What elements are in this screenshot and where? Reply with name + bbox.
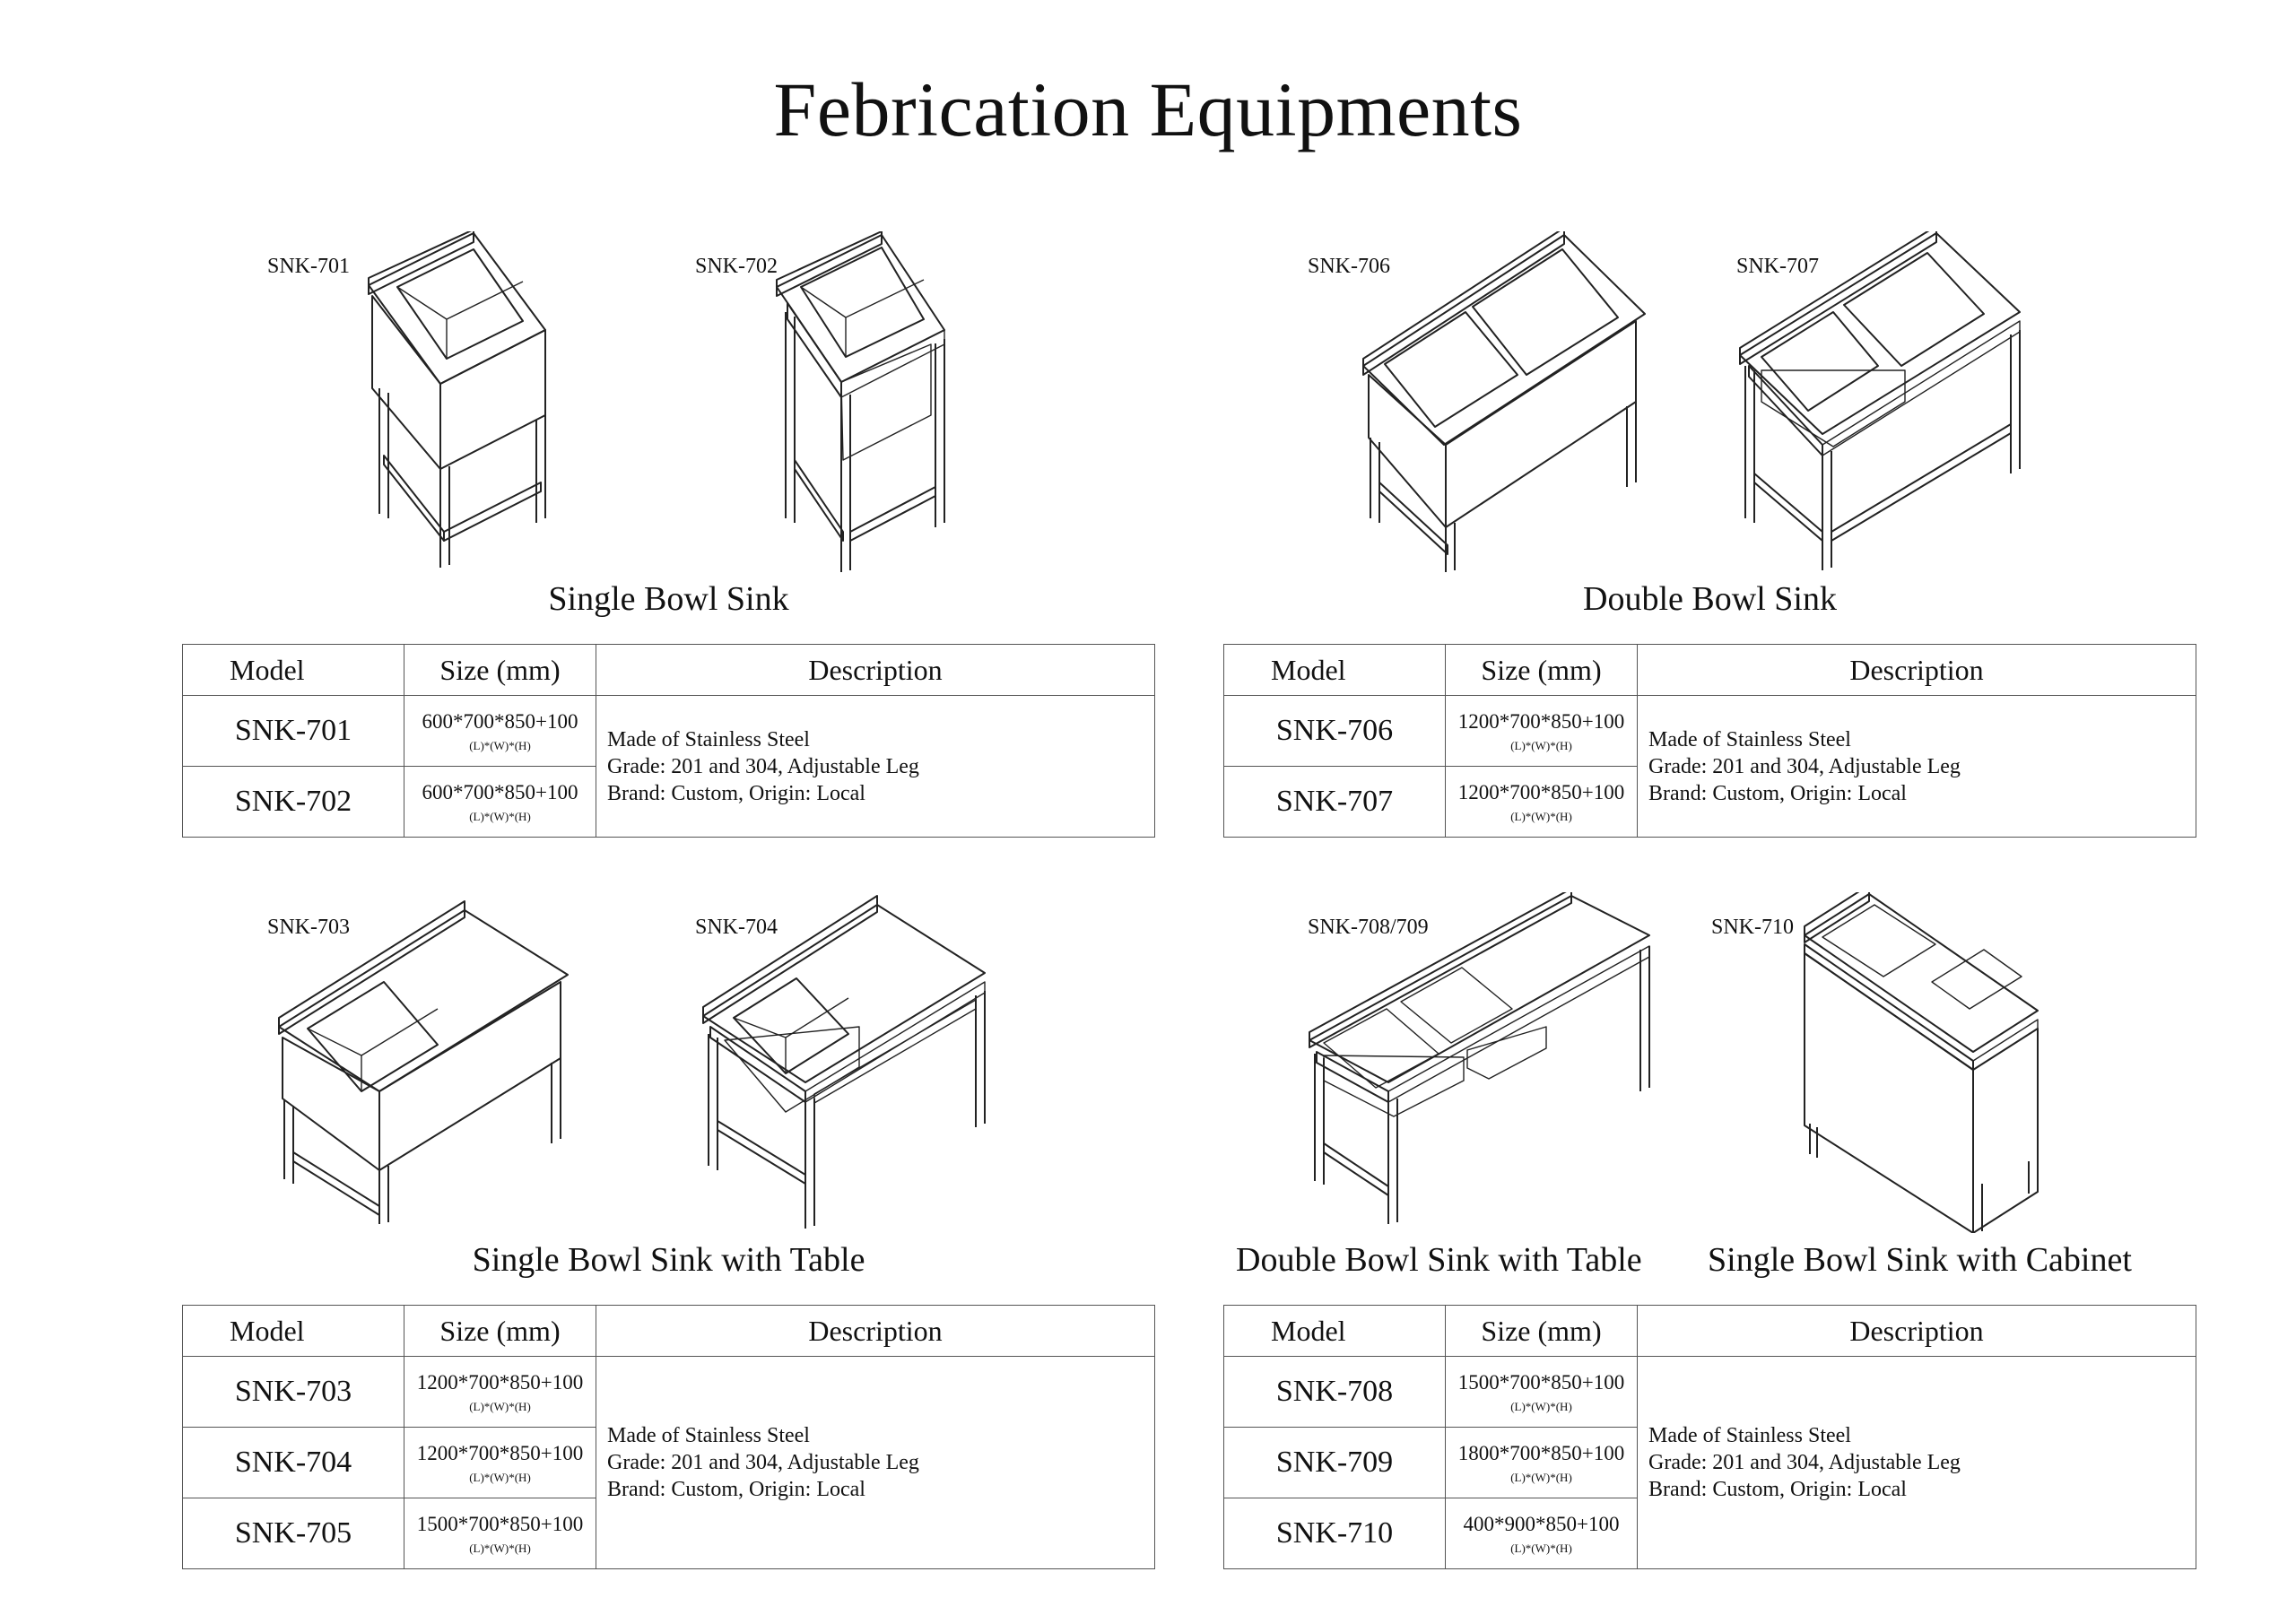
dimension-note: (L)*(W)*(H)	[469, 809, 531, 823]
model-cell: SNK-705	[183, 1498, 404, 1569]
size-cell	[404, 696, 596, 767]
description-line: Made of Stainless Steel	[1648, 727, 1851, 751]
size-cell	[404, 1498, 596, 1569]
description-line: Grade: 201 and 304, Adjustable Leg	[1648, 754, 1961, 778]
description-line: Brand: Custom, Origin: Local	[607, 781, 865, 805]
table-row	[1224, 1357, 2196, 1428]
size-cell	[1446, 1498, 1638, 1569]
dimension-note: (L)*(W)*(H)	[469, 1541, 531, 1555]
sink-illustration-snk-702	[770, 231, 1012, 577]
section-double-bowl-sink	[1223, 231, 2196, 913]
size-value: 600*700*850+100	[422, 780, 578, 803]
description-line: Brand: Custom, Origin: Local	[1648, 1478, 1907, 1501]
dimension-note: (L)*(W)*(H)	[1510, 738, 1572, 752]
size-cell	[1446, 767, 1638, 838]
header-description: Description	[1638, 1306, 2196, 1357]
size-value: 1200*700*850+100	[1457, 709, 1625, 733]
dimension-note: (L)*(W)*(H)	[469, 1399, 531, 1413]
size-value: 1200*700*850+100	[416, 1441, 584, 1464]
model-cell: SNK-706	[1224, 696, 1446, 767]
illustration-label: SNK-701	[267, 255, 351, 278]
description-cell	[596, 696, 1155, 838]
illustration-label: SNK-707	[1736, 255, 1820, 278]
model-cell: SNK-701	[183, 696, 404, 767]
section-double-bowl-table-and-cabinet	[1223, 892, 2196, 1574]
section-single-bowl-sink	[182, 231, 1155, 913]
description-line: Grade: 201 and 304, Adjustable Leg	[1648, 1451, 1961, 1474]
illustration-label: SNK-710	[1711, 916, 1795, 939]
model-cell: SNK-709	[1224, 1428, 1446, 1498]
page-title: Febrication Equipments	[773, 66, 1523, 152]
header-size: Size (mm)	[404, 1306, 596, 1357]
illustration-label: SNK-708/709	[1308, 916, 1429, 939]
illustration-label: SNK-702	[695, 255, 778, 278]
section-caption: Single Bowl Sink with Table	[472, 1241, 865, 1279]
table-row	[183, 696, 1155, 767]
model-cell: SNK-710	[1224, 1498, 1446, 1569]
description-cell	[1638, 696, 2196, 838]
size-value: 1200*700*850+100	[416, 1370, 584, 1394]
header-model: Model	[183, 645, 404, 696]
sink-illustration-snk-704	[698, 892, 994, 1233]
sink-illustration-snk-706	[1358, 231, 1654, 577]
spec-table	[1223, 644, 2196, 838]
illustration-label: SNK-703	[267, 916, 351, 939]
description-line: Made of Stainless Steel	[1648, 1424, 1851, 1447]
section-caption: Single Bowl Sink with Cabinet	[1708, 1241, 2132, 1279]
section-caption: Single Bowl Sink	[548, 580, 789, 618]
sink-illustration-snk-707	[1735, 231, 2031, 577]
spec-table	[182, 644, 1155, 838]
size-cell	[1446, 1357, 1638, 1428]
size-cell	[1446, 1428, 1638, 1498]
sink-illustration-snk-701	[361, 231, 613, 572]
dimension-note: (L)*(W)*(H)	[1510, 1541, 1572, 1555]
table-row	[1224, 696, 2196, 767]
table-row	[183, 1357, 1155, 1428]
header-model: Model	[183, 1306, 404, 1357]
model-cell: SNK-703	[183, 1357, 404, 1428]
size-value: 400*900*850+100	[1463, 1512, 1620, 1535]
size-value: 1500*700*850+100	[1457, 1370, 1625, 1394]
description-line: Brand: Custom, Origin: Local	[607, 1478, 865, 1501]
size-cell	[1446, 696, 1638, 767]
header-size: Size (mm)	[404, 645, 596, 696]
description-line: Made of Stainless Steel	[607, 727, 810, 751]
sink-illustration-snk-703	[272, 892, 577, 1233]
section-caption: Double Bowl Sink	[1583, 580, 1837, 618]
sink-illustration-snk-710	[1797, 892, 2044, 1233]
model-cell: SNK-707	[1224, 767, 1446, 838]
sink-illustration-snk-708-709	[1304, 892, 1663, 1229]
dimension-note: (L)*(W)*(H)	[469, 1470, 531, 1484]
header-model: Model	[1224, 645, 1446, 696]
section-single-bowl-sink-with-table	[182, 892, 1155, 1574]
description-line: Made of Stainless Steel	[607, 1424, 810, 1447]
description-cell	[1638, 1357, 2196, 1569]
description-line: Grade: 201 and 304, Adjustable Leg	[607, 1451, 919, 1474]
header-description: Description	[596, 1306, 1155, 1357]
dimension-note: (L)*(W)*(H)	[1510, 809, 1572, 823]
model-cell: SNK-708	[1224, 1357, 1446, 1428]
spec-table	[182, 1305, 1155, 1569]
model-cell: SNK-704	[183, 1428, 404, 1498]
dimension-note: (L)*(W)*(H)	[469, 738, 531, 752]
size-cell	[404, 767, 596, 838]
illustration-label: SNK-706	[1308, 255, 1391, 278]
header-model: Model	[1224, 1306, 1446, 1357]
size-cell	[404, 1357, 596, 1428]
header-size: Size (mm)	[1446, 1306, 1638, 1357]
size-value: 1200*700*850+100	[1457, 780, 1625, 803]
description-line: Grade: 201 and 304, Adjustable Leg	[607, 754, 919, 778]
header-size: Size (mm)	[1446, 645, 1638, 696]
size-value: 1500*700*850+100	[416, 1512, 584, 1535]
size-value: 600*700*850+100	[422, 709, 578, 733]
illustration-label: SNK-704	[695, 916, 778, 939]
header-description: Description	[1638, 645, 2196, 696]
description-cell	[596, 1357, 1155, 1569]
model-cell: SNK-702	[183, 767, 404, 838]
header-description: Description	[596, 645, 1155, 696]
dimension-note: (L)*(W)*(H)	[1510, 1470, 1572, 1484]
description-line: Brand: Custom, Origin: Local	[1648, 781, 1907, 805]
section-caption: Double Bowl Sink with Table	[1236, 1241, 1642, 1279]
size-value: 1800*700*850+100	[1457, 1441, 1625, 1464]
dimension-note: (L)*(W)*(H)	[1510, 1399, 1572, 1413]
size-cell	[404, 1428, 596, 1498]
spec-table	[1223, 1305, 2196, 1569]
